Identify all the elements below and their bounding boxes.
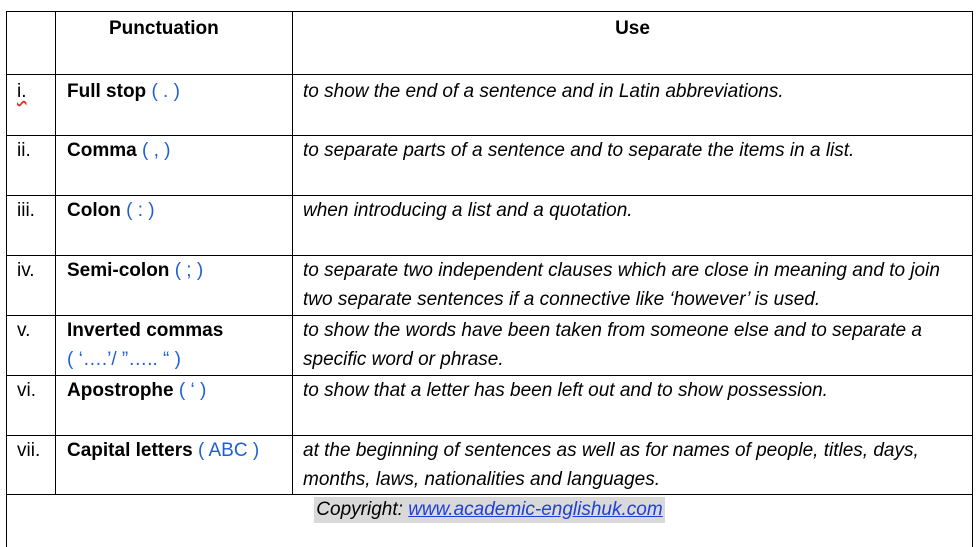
punctuation-name: Inverted commas — [67, 320, 224, 341]
row-number: vii. — [7, 436, 56, 495]
punctuation-name: Apostrophe — [67, 380, 174, 401]
punctuation-use: to separate two independent clauses which are close in meaning and to join two separate sentences if a connective like ‘however’ is used. — [293, 256, 973, 316]
punctuation-name: Colon — [67, 200, 121, 221]
table-row — [7, 316, 973, 376]
punctuation-use: at the beginning of sentences as well as for names of people, titles, days, months, laws, nationalities and languages. — [293, 436, 973, 495]
punctuation-name: Semi-colon — [67, 260, 170, 281]
punctuation-name: Comma — [67, 140, 137, 161]
header-row — [7, 12, 973, 75]
punctuation-name: Full stop — [67, 81, 147, 102]
punctuation-use: to show that a letter has been left out and to show possession. — [293, 376, 973, 436]
punctuation-symbol: ( ; ) — [174, 260, 204, 281]
copyright-highlight — [314, 497, 664, 523]
punctuation-use: to show the end of a sentence and in Latin abbreviations. — [293, 75, 973, 136]
punctuation-use: to show the words have been taken from someone else and to separate a specific word or phrase. — [293, 316, 973, 376]
punctuation-symbol: ( ‘ ) — [178, 380, 207, 401]
punctuation-name-cell — [56, 136, 293, 196]
punctuation-symbol: ( : ) — [126, 200, 155, 221]
header-punctuation: Punctuation — [109, 18, 219, 39]
table-row — [7, 436, 973, 495]
punctuation-symbol: ( ‘….’/ ”….. “ ) — [67, 349, 181, 370]
header-use: Use — [615, 18, 650, 39]
row-number: v. — [7, 316, 56, 376]
copyright-cell — [7, 495, 973, 547]
footer-row — [7, 495, 973, 547]
header-use-cell — [293, 12, 973, 75]
row-number: ii. — [7, 136, 56, 196]
copyright-label: Copyright: — [316, 499, 403, 520]
punctuation-use: when introducing a list and a quotation. — [293, 196, 973, 256]
punctuation-name-cell — [56, 75, 293, 136]
row-number-text: i. — [17, 81, 27, 102]
row-number — [7, 75, 56, 136]
table-row — [7, 136, 973, 196]
table-row — [7, 256, 973, 316]
table-row — [7, 376, 973, 436]
copyright-link[interactable]: www.academic-englishuk.com — [408, 499, 663, 520]
punctuation-table — [6, 11, 973, 547]
table-row — [7, 196, 973, 256]
punctuation-name-cell — [56, 436, 293, 495]
punctuation-name: Capital letters — [67, 440, 193, 461]
row-number: iv. — [7, 256, 56, 316]
punctuation-name-cell — [56, 316, 293, 376]
punctuation-symbol: ( , ) — [141, 140, 171, 161]
punctuation-symbol: ( . ) — [151, 81, 180, 102]
punctuation-name-cell — [56, 256, 293, 316]
row-number: iii. — [7, 196, 56, 256]
row-number: vi. — [7, 376, 56, 436]
header-num-cell — [7, 12, 56, 75]
punctuation-name-cell — [56, 196, 293, 256]
punctuation-name-cell — [56, 376, 293, 436]
header-punctuation-cell — [56, 12, 293, 75]
punctuation-symbol: ( ABC ) — [197, 440, 260, 461]
table-row — [7, 75, 973, 136]
punctuation-use: to separate parts of a sentence and to separate the items in a list. — [293, 136, 973, 196]
